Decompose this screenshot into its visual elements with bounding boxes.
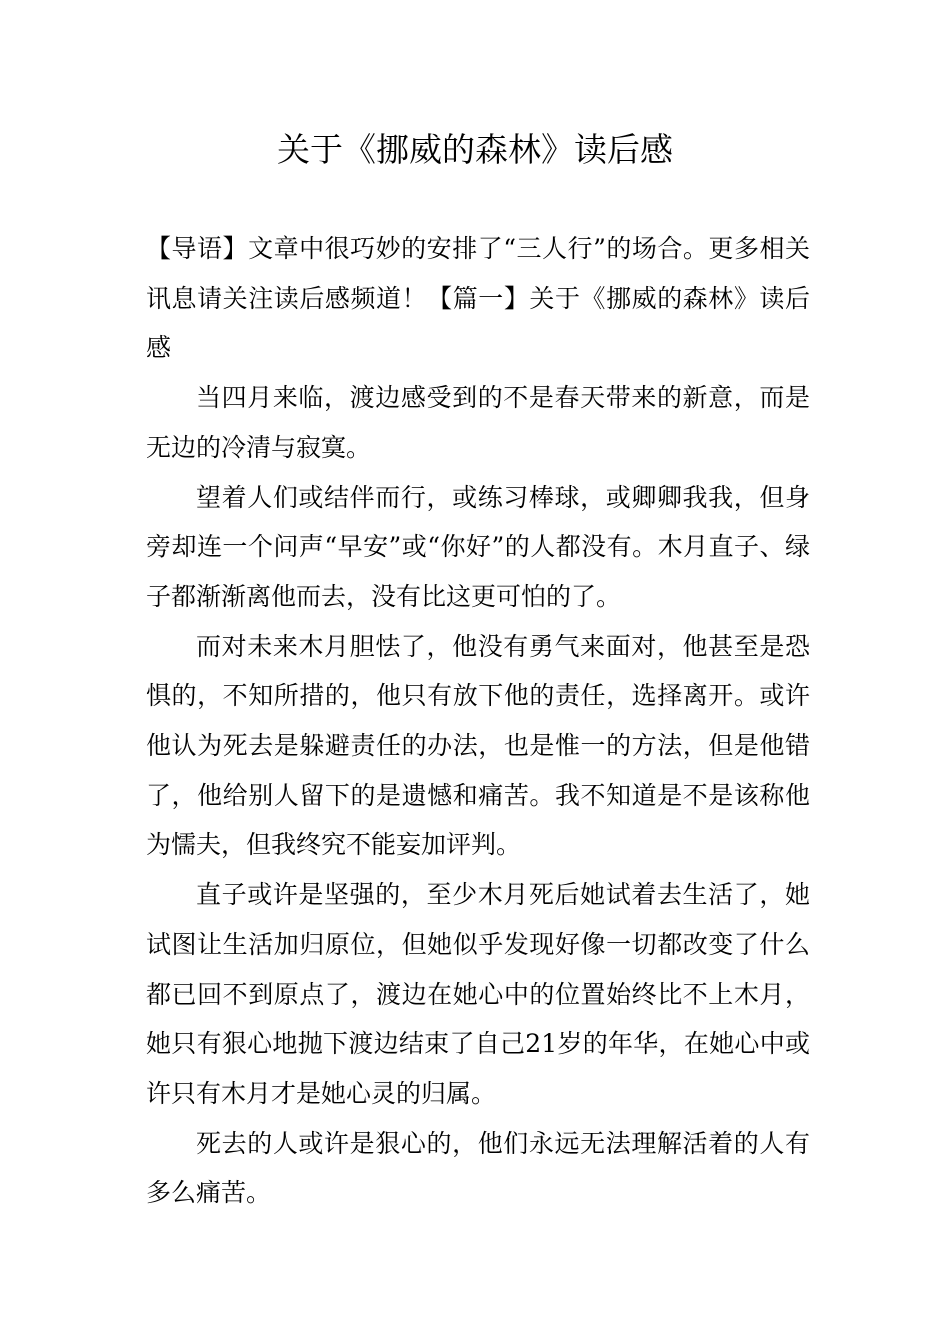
body-paragraph: 而对未来木月胆怯了，他没有勇气来面对，他甚至是恐惧的，不知所措的，他只有放下他的责任，选择离开。或许他认为死去是躲避责任的办法，也是惟一的方法，但是他错了，他给别人留下的是遗憾和痛苦。我不知道是不是该称他为懦夫，但我终究不能妄加评判。	[146, 631, 810, 860]
intro-paragraph: 【导语】文章中很巧妙的安排了“三人行”的场合。更多相关讯息请关注读后感频道！【篇一】关于《挪威的森林》读后感	[146, 234, 810, 363]
document-title: 关于《挪威的森林》读后感	[277, 130, 673, 169]
body-paragraph: 直子或许是坚强的，至少木月死后她试着去生活了，她试图让生活加归原位，但她似乎发现好像一切都改变了什么都已回不到原点了，渡边在她心中的位置始终比不上木月，她只有狠心地抛下渡边结束了自己21岁的年华，在她心中或许只有木月才是她心灵的归属。	[146, 880, 810, 1108]
document-body	[146, 224, 810, 1218]
body-paragraph: 当四月来临，渡边感受到的不是春天带来的新意，而是无边的冷清与寂寞。	[146, 383, 810, 462]
body-paragraph: 望着人们或结伴而行，或练习棒球，或卿卿我我，但身旁却连一个问声“早安”或“你好”的人都没有。木月直子、绿子都渐渐离他而去，没有比这更可怕的了。	[146, 482, 810, 611]
body-paragraph: 死去的人或许是狠心的，他们永远无法理解活着的人有多么痛苦。	[146, 1128, 810, 1208]
